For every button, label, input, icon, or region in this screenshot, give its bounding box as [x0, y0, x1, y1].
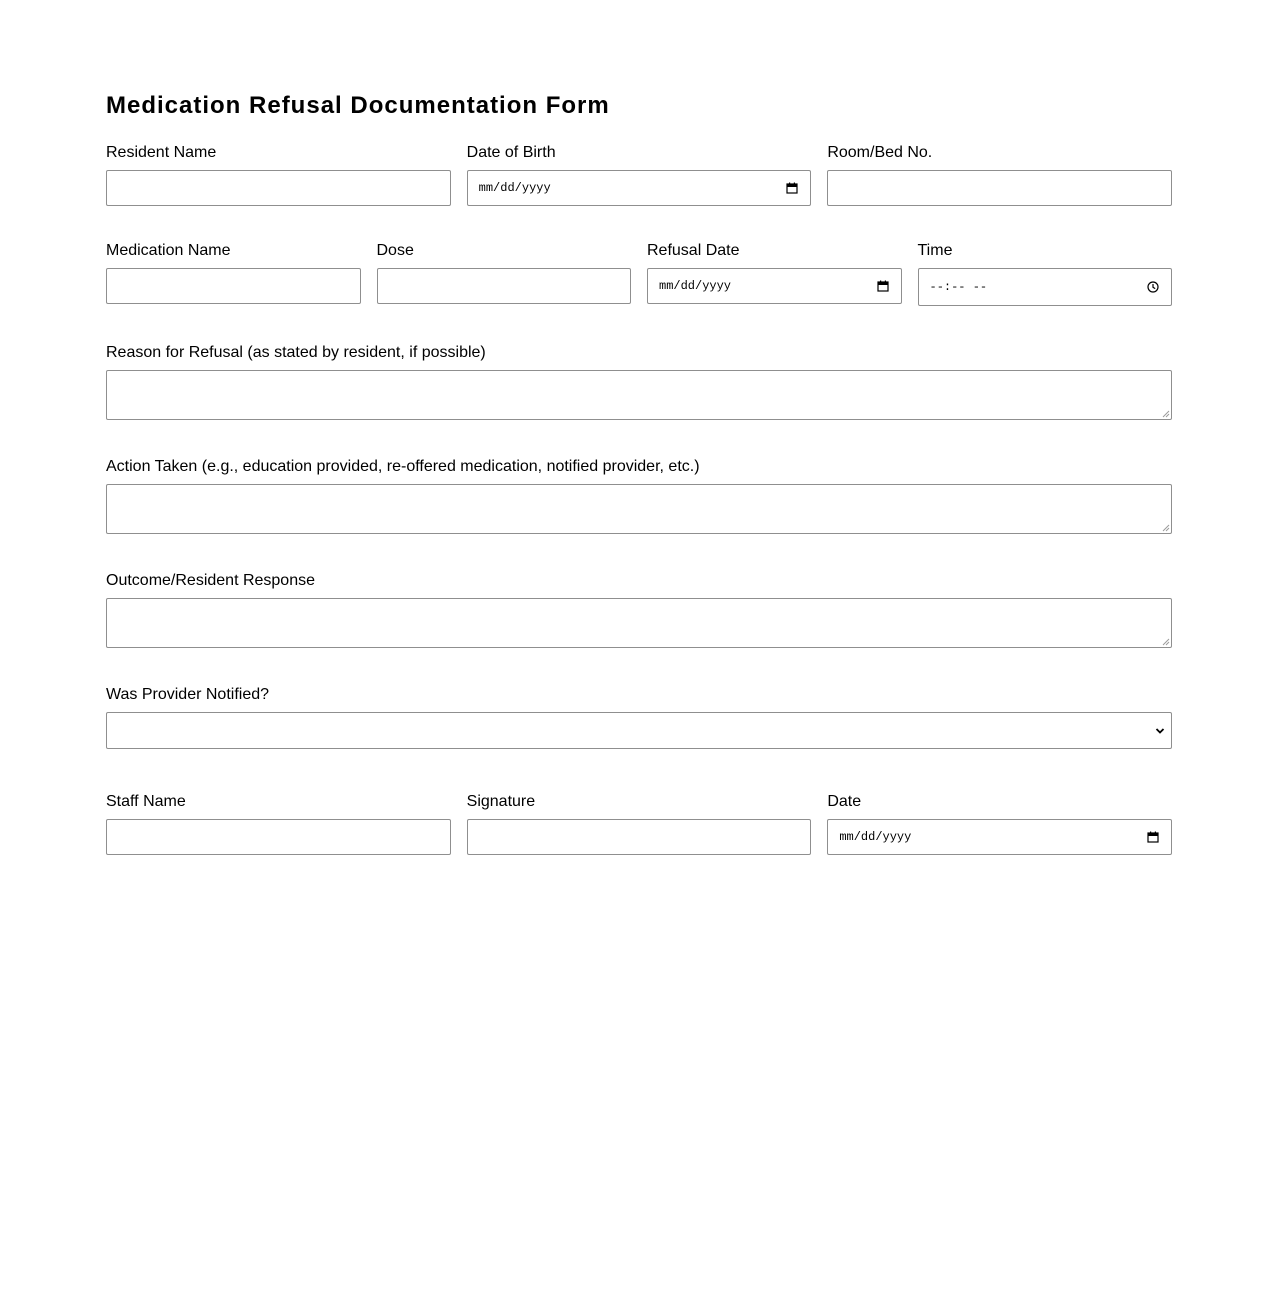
- action-textarea[interactable]: [106, 484, 1172, 534]
- time-label: Time: [917, 242, 953, 259]
- refusal-date-label: Refusal Date: [647, 242, 740, 259]
- reason-label: Reason for Refusal (as stated by resident, if possible): [106, 344, 486, 361]
- action-label: Action Taken (e.g., education provided, re-offered medication, notified provider, etc.): [106, 458, 700, 475]
- calendar-icon[interactable]: [877, 280, 889, 292]
- dob-group: [467, 144, 812, 206]
- chevron-down-icon[interactable]: [1155, 727, 1165, 735]
- medication-name-input[interactable]: [106, 268, 361, 304]
- provider-notified-select[interactable]: [106, 712, 1172, 749]
- staff-name-input[interactable]: [106, 819, 451, 855]
- staff-name-label: Staff Name: [106, 793, 186, 810]
- refusal-date-input[interactable]: [647, 268, 902, 304]
- refusal-date-group: [647, 242, 902, 306]
- time-group: [918, 242, 1173, 306]
- medication-name-group: [106, 242, 361, 306]
- time-placeholder: --:-- --: [929, 280, 988, 294]
- reason-row: [106, 344, 1172, 420]
- action-row: [106, 458, 1172, 534]
- provider-notified-group: [106, 686, 1172, 749]
- staff-date-placeholder: mm/dd/yyyy: [839, 830, 912, 844]
- reason-textarea[interactable]: [106, 370, 1172, 420]
- outcome-row: [106, 572, 1172, 648]
- dob-label: Date of Birth: [466, 144, 556, 161]
- time-input[interactable]: [918, 268, 1173, 306]
- provider-row: [106, 686, 1172, 749]
- dose-label: Dose: [376, 242, 414, 259]
- action-group: [106, 458, 1172, 534]
- medication-name-label: Medication Name: [106, 242, 231, 259]
- staff-date-label: Date: [827, 793, 862, 810]
- outcome-textarea[interactable]: [106, 598, 1172, 648]
- room-label: Room/Bed No.: [827, 144, 933, 161]
- resize-grip-icon[interactable]: [1161, 523, 1170, 532]
- dose-group: [377, 242, 632, 306]
- resident-info-row: [106, 144, 1172, 206]
- outcome-label: Outcome/Resident Response: [106, 572, 315, 589]
- staff-name-group: [106, 793, 451, 855]
- dob-placeholder: mm/dd/yyyy: [478, 181, 551, 195]
- room-group: [827, 144, 1172, 206]
- room-input[interactable]: [827, 170, 1172, 206]
- signature-label: Signature: [466, 793, 536, 810]
- resize-grip-icon[interactable]: [1161, 409, 1170, 418]
- page-title: Medication Refusal Documentation Form: [106, 92, 610, 119]
- staff-info-row: [106, 793, 1172, 855]
- outcome-group: [106, 572, 1172, 648]
- signature-group: [467, 793, 812, 855]
- medication-refusal-form: [106, 88, 1172, 855]
- signature-input[interactable]: [467, 819, 812, 855]
- staff-date-input[interactable]: [827, 819, 1172, 855]
- reason-group: [106, 344, 1172, 420]
- medication-info-row: [106, 242, 1172, 306]
- dob-input[interactable]: [467, 170, 812, 206]
- calendar-icon[interactable]: [1147, 831, 1159, 843]
- provider-notified-label: Was Provider Notified?: [106, 686, 270, 703]
- staff-date-group: [827, 793, 1172, 855]
- calendar-icon[interactable]: [786, 182, 798, 194]
- resize-grip-icon[interactable]: [1161, 637, 1170, 646]
- clock-icon[interactable]: [1147, 281, 1159, 293]
- resident-name-group: [106, 144, 451, 206]
- refusal-date-placeholder: mm/dd/yyyy: [659, 279, 732, 293]
- resident-name-input[interactable]: [106, 170, 451, 206]
- dose-input[interactable]: [377, 268, 632, 304]
- resident-name-label: Resident Name: [106, 144, 217, 161]
